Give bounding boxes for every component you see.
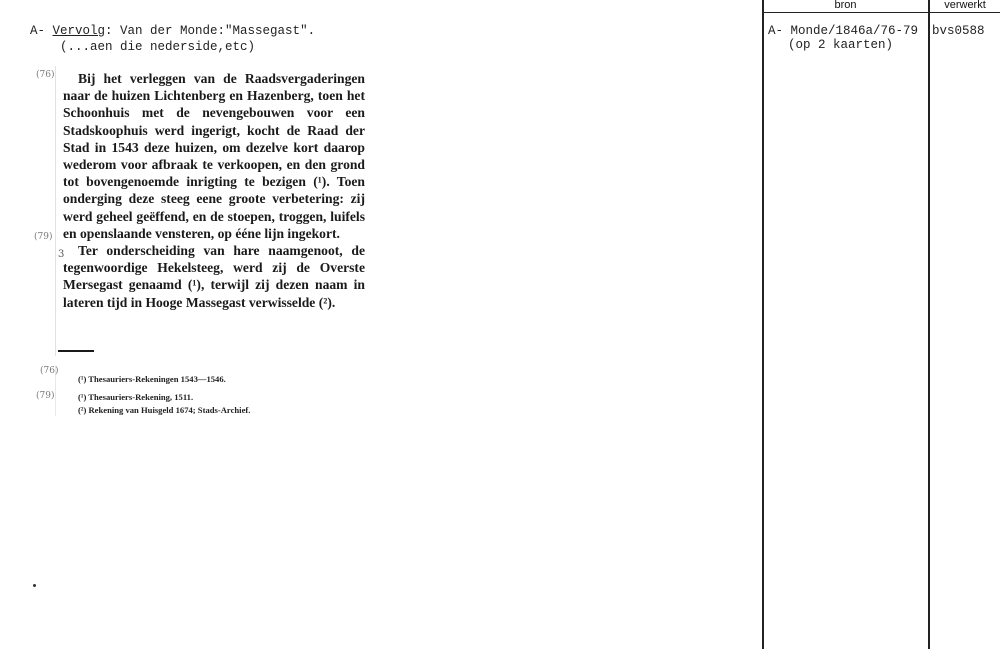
article-paragraph-1: Bij het verleggen van de Raadsvergaderingen naar de huizen Lichtenberg en Hazenberg, toen het Schoonhuis met de nevengebouwen voor een Stadskoophuis werd ingerigt, kocht de Raad der Stad in 1543 deze huizen, om dezelve kort daarop wederom voor afbraak te verkoopen, en den grond tot bovengenoemde inrigting te bezigen (¹). Toen onderging deze steeg eene groote verbetering: zij werd geheel geëffend, en de stoepen, troggen, luifels en openslaande vensteren, op ééne lijn ingekort.	[63, 71, 365, 241]
heading-title: : Van der Monde:"Massegast".	[105, 24, 316, 38]
column-header-bron: bron	[834, 0, 857, 11]
column-header-verwerkt: verwerkt	[944, 0, 986, 11]
source-reference-note: (op 2 kaarten)	[788, 38, 894, 52]
card-subheading: (...aen die nederside,etc)	[60, 40, 256, 54]
article-paragraph-2: Ter onderscheiding van hare naamgenoot, de tegenwoordige Hekelsteeg, werd zij de Overste Mersegast genaamd (¹), terwijl zij dezen naam in lateren tijd in Hooge Massegast verwisselde (²).	[63, 243, 365, 310]
footnote-1: (¹) Thesauriers-Rekeningen 1543—1546.	[78, 374, 226, 384]
margin-page-note-5: (79)	[36, 391, 55, 401]
article-text	[63, 70, 365, 311]
column-divider-bron	[762, 0, 764, 649]
margin-page-note-4: (76)	[40, 366, 59, 376]
heading-prefix: A-	[30, 24, 53, 38]
footnote-2: (¹) Thesauriers-Rekening, 1511.	[78, 392, 194, 402]
margin-page-note-1: (76)	[36, 70, 55, 80]
scan-speck	[33, 584, 36, 587]
processed-code: bvs0588	[932, 24, 985, 38]
scan-edge	[55, 66, 56, 356]
margin-page-note-3: 3	[58, 249, 65, 260]
footnote-3: (²) Rekening van Huisgeld 1674; Stads-Archief.	[78, 405, 251, 415]
footnote-rule	[58, 350, 94, 352]
header-rule	[762, 12, 1000, 13]
card-heading	[30, 24, 315, 38]
source-reference: A- Monde/1846a/76-79	[768, 24, 919, 38]
margin-page-note-2: (79)	[34, 232, 53, 242]
heading-vervolg: Vervolg	[52, 24, 106, 38]
column-divider-verwerkt	[928, 0, 930, 649]
